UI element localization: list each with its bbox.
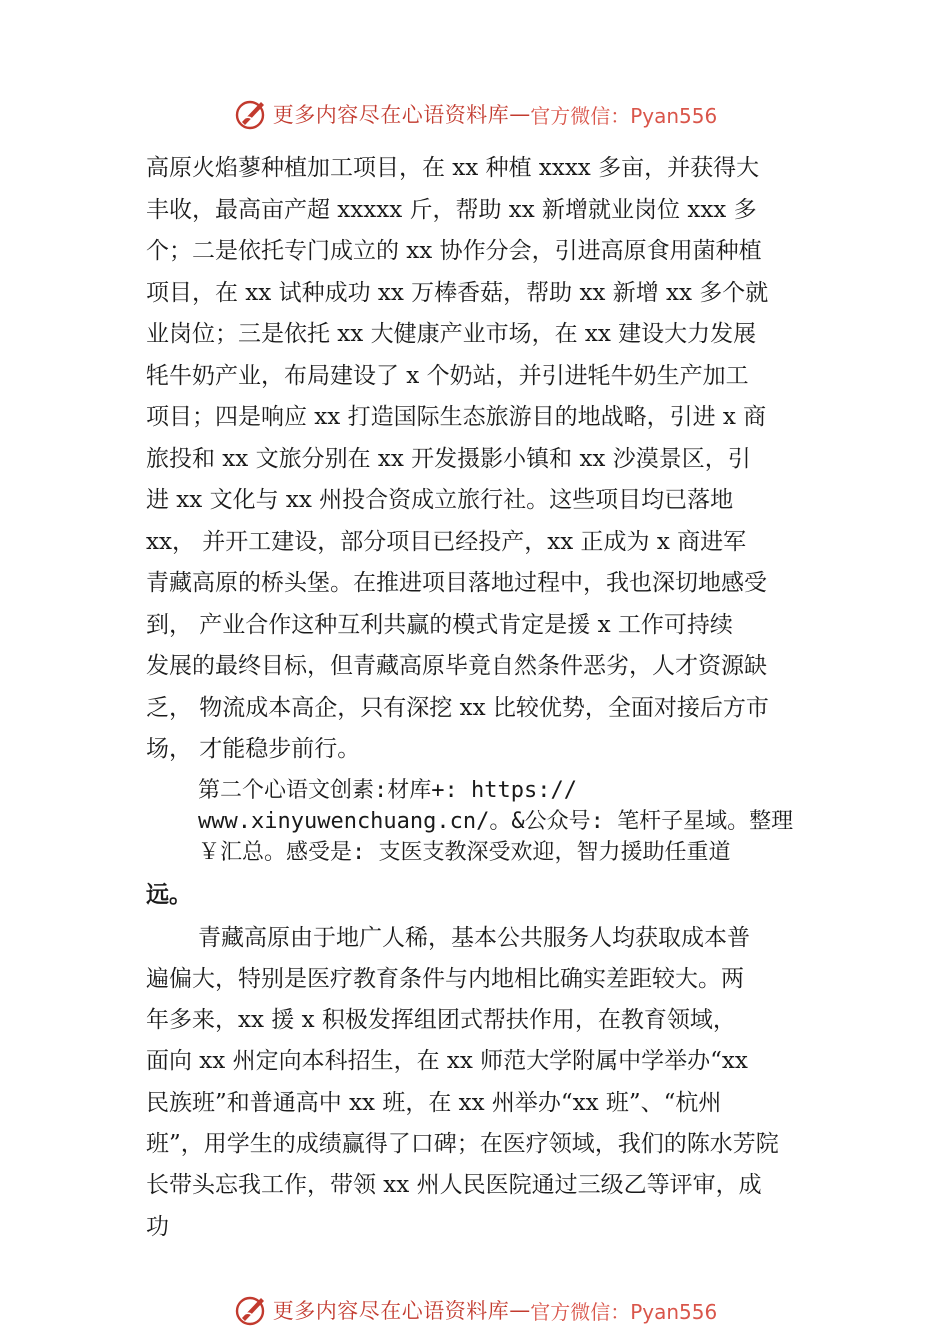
inserted-source-block: [198, 775, 828, 868]
header-separator: —: [509, 102, 531, 126]
text-line: 青藏高原的桥头堡。在推进项目落地过程中，我也深切地感受: [146, 570, 767, 596]
text-line: ￥汇总。感受是: 支医支教深受欢迎，智力援助任重道: [198, 839, 731, 865]
text-line: 遍偏大，特别是医疗教育条件与内地相比确实差距较大。两: [146, 965, 744, 992]
text-line: 项目，在 xx 试种成功 xx 万棒香菇，帮助 xx 新增 xx 多个就: [146, 279, 769, 306]
text-line: 年多来，xx 援 x 积极发挥组团式帮扶作用，在教育领域，: [146, 1007, 736, 1034]
footer-wechat: 官方微信：Pyan556: [530, 1299, 718, 1324]
text-line: 青藏高原由于地广人稀，基本公共服务人均获取成本普: [198, 924, 750, 951]
text-line: 民族班”和普通高中 xx 班，在 xx 州举办“xx 班”、“杭州: [146, 1089, 722, 1116]
quill-logo-icon: [233, 1292, 269, 1328]
text-line: 进 xx 文化与 xx 州投合资成立旅行社。这些项目均已落地: [146, 487, 734, 513]
text-line: 场， 才能稳步前行。: [146, 736, 361, 762]
footer-banner: [0, 1290, 950, 1330]
text-line: www.xinyuwenchuang.cn/。&公众号: 笔杆子星域。整理: [198, 808, 794, 834]
text-line: 长带头忘我工作，带领 xx 州人民医院通过三级乙等评审，成: [146, 1172, 762, 1199]
text-line: xx， 并开工建设，部分项目已经投产，xx 正成为 x 商进军: [146, 528, 747, 555]
text-line: 个；二是依托专门成立的 xx 协作分会，引进高原食用菌种植: [146, 238, 762, 264]
paragraph-2: [146, 918, 818, 1248]
footer-separator: —: [509, 1298, 531, 1322]
header-banner: [0, 94, 950, 134]
quill-logo-icon: [233, 96, 269, 132]
text-line: 丰收，最高亩产超 xxxxx 斤，帮助 xx 新增就业岗位 xxx 多: [146, 196, 757, 223]
text-line: 到， 产业合作这种互利共赢的模式肯定是援 x 工作可持续: [146, 611, 733, 638]
text-line: 高原火焰蓼种植加工项目，在 xx 种植 xxxx 多亩，并获得大: [146, 155, 760, 181]
header-wechat: 官方微信：Pyan556: [530, 103, 718, 128]
text-line: 旅投和 xx 文旅分别在 xx 开发摄影小镇和 xx 沙漠景区，引: [146, 445, 751, 472]
bold-text-line: 远。: [146, 880, 192, 908]
text-line: 牦牛奶产业，布局建设了 x 个奶站，并引进牦牛奶生产加工: [146, 362, 749, 389]
document-body: [146, 148, 818, 1248]
text-line: 面向 xx 州定向本科招生，在 xx 师范大学附属中学举办“xx: [146, 1048, 748, 1075]
header-brand: 更多内容尽在心语资料库: [272, 103, 510, 127]
footer-brand: 更多内容尽在心语资料库: [272, 1299, 510, 1323]
text-line: 功: [146, 1213, 169, 1240]
text-line: 业岗位；三是依托 xx 大健康产业市场，在 xx 建设大力发展: [146, 321, 757, 347]
text-line: 发展的最终目标，但青藏高原毕竟自然条件恶劣，人才资源缺: [146, 653, 767, 679]
text-line: 乏， 物流成本高企，只有深挖 xx 比较优势，全面对接后方市: [146, 694, 769, 721]
text-line: 第二个心语文创素:材库+: https://: [198, 777, 577, 803]
text-line: 项目；四是响应 xx 打造国际生态旅游目的地战略，引进 x 商: [146, 404, 767, 430]
text-line: 班”，用学生的成绩赢得了口碑；在医疗领域，我们的陈水芳院: [146, 1130, 779, 1157]
paragraph-1: [146, 148, 818, 771]
